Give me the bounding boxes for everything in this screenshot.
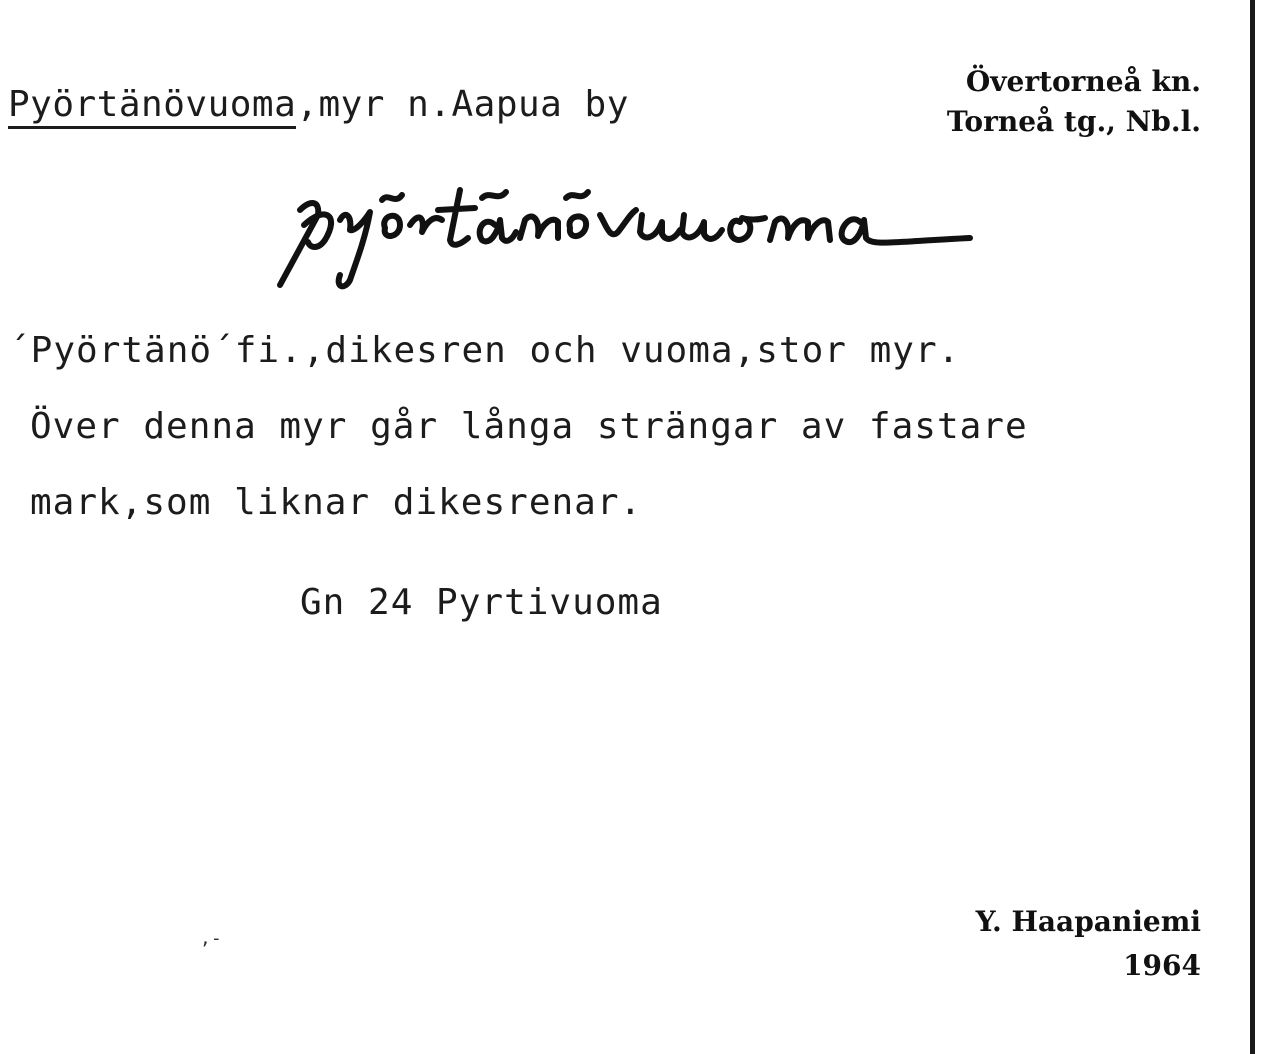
body-line-3: mark,som liknar dikesrenar. <box>30 482 643 523</box>
handwriting-drawing <box>270 170 1030 300</box>
card-edge-divider <box>1250 0 1255 1054</box>
headword-line <box>8 84 629 125</box>
district-label: Torneå tg., Nb.l. <box>946 105 1201 138</box>
signature-block <box>976 900 1201 988</box>
reference-line: Gn 24 Pyrtivuoma <box>300 582 663 623</box>
ink-speck: ,- <box>200 928 222 949</box>
body-line-1: ´Pyörtänö´fi.,dikesren och vuoma,stor myr. <box>8 330 961 371</box>
handwritten-pronunciation <box>270 170 1030 300</box>
location-header <box>947 62 1201 142</box>
collection-year: 1964 <box>1123 949 1201 982</box>
headword: Pyörtänövuoma <box>8 84 296 129</box>
headword-description: ,myr n.Aapua by <box>296 84 629 125</box>
parish-label: Övertorneå kn. <box>965 65 1201 98</box>
collector-name: Y. Haapaniemi <box>975 905 1201 938</box>
body-line-2: Över denna myr går långa strängar av fastare <box>30 406 1028 447</box>
